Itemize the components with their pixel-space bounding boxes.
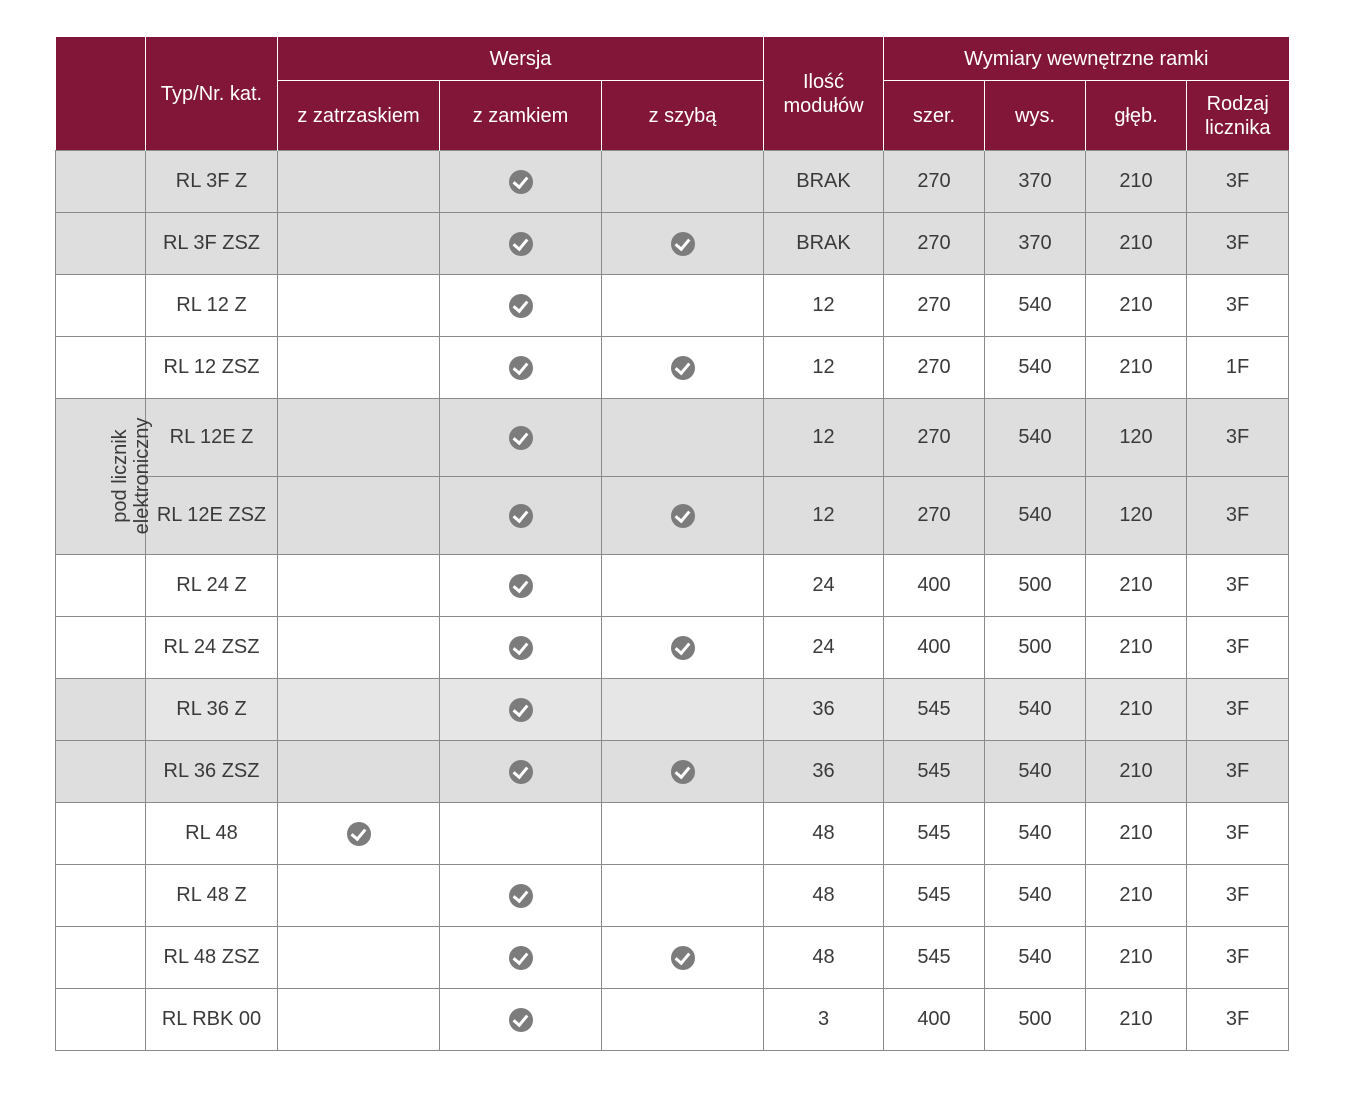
cell-rodzaj-licznika: 3F (1187, 741, 1289, 803)
cell-ilosc-modulow: 36 (764, 741, 884, 803)
group-cell (56, 555, 146, 617)
table-row (56, 555, 1289, 617)
table-row (56, 865, 1289, 927)
cell-z-zatrzaskiem (278, 741, 440, 803)
check-icon (671, 636, 695, 660)
cell-z-zatrzaskiem (278, 213, 440, 275)
table-row (56, 213, 1289, 275)
cell-z-szyba (602, 337, 764, 399)
table-row (56, 927, 1289, 989)
cell-rodzaj-licznika: 3F (1187, 213, 1289, 275)
table-body (56, 151, 1289, 1051)
cell-wys: 540 (985, 803, 1086, 865)
cell-z-szyba (602, 275, 764, 337)
cell-z-zamkiem (440, 803, 602, 865)
check-icon (671, 232, 695, 256)
cell-rodzaj-licznika: 3F (1187, 865, 1289, 927)
cell-rodzaj-licznika: 3F (1187, 399, 1289, 477)
cell-rodzaj-licznika: 1F (1187, 337, 1289, 399)
group-cell (56, 741, 146, 803)
cell-wys: 500 (985, 617, 1086, 679)
cell-typ: RL 12 Z (146, 275, 278, 337)
cell-z-zamkiem (440, 151, 602, 213)
cell-szer: 270 (884, 337, 985, 399)
cell-ilosc-modulow: 24 (764, 617, 884, 679)
cell-wys: 540 (985, 477, 1086, 555)
cell-wys: 540 (985, 741, 1086, 803)
cell-rodzaj-licznika: 3F (1187, 617, 1289, 679)
cell-gleb: 210 (1086, 741, 1187, 803)
cell-rodzaj-licznika: 3F (1187, 477, 1289, 555)
cell-wys: 540 (985, 399, 1086, 477)
cell-szer: 270 (884, 213, 985, 275)
cell-z-szyba (602, 555, 764, 617)
cell-gleb: 120 (1086, 399, 1187, 477)
cell-z-zamkiem (440, 679, 602, 741)
cell-wys: 540 (985, 679, 1086, 741)
check-icon (509, 1008, 533, 1032)
cell-z-zatrzaskiem (278, 275, 440, 337)
cell-rodzaj-licznika: 3F (1187, 927, 1289, 989)
cell-gleb: 210 (1086, 679, 1187, 741)
cell-z-szyba (602, 989, 764, 1051)
cell-z-szyba (602, 399, 764, 477)
cell-gleb: 210 (1086, 617, 1187, 679)
cell-gleb: 120 (1086, 477, 1187, 555)
cell-rodzaj-licznika: 3F (1187, 679, 1289, 741)
cell-gleb: 210 (1086, 989, 1187, 1051)
cell-z-szyba (602, 927, 764, 989)
product-spec-table (55, 37, 1289, 1051)
group-label-cell (56, 399, 153, 555)
cell-z-szyba (602, 803, 764, 865)
cell-szer: 545 (884, 865, 985, 927)
cell-wys: 540 (985, 275, 1086, 337)
cell-gleb: 210 (1086, 803, 1187, 865)
cell-z-zamkiem (440, 741, 602, 803)
cell-szer: 545 (884, 679, 985, 741)
header-szer: szer. (884, 81, 985, 151)
cell-z-zatrzaskiem (278, 927, 440, 989)
cell-ilosc-modulow: 48 (764, 927, 884, 989)
cell-gleb: 210 (1086, 213, 1187, 275)
cell-gleb: 210 (1086, 927, 1187, 989)
cell-typ: RL 12E ZSZ (146, 477, 278, 555)
check-icon (347, 822, 371, 846)
cell-z-zamkiem (440, 617, 602, 679)
check-icon (509, 636, 533, 660)
cell-typ: RL 12 ZSZ (146, 337, 278, 399)
cell-z-zamkiem (440, 213, 602, 275)
check-icon (509, 574, 533, 598)
cell-rodzaj-licznika: 3F (1187, 275, 1289, 337)
cell-typ: RL 3F Z (146, 151, 278, 213)
group-cell (56, 679, 146, 741)
cell-z-zatrzaskiem (278, 555, 440, 617)
check-icon (509, 946, 533, 970)
header-z-zamkiem: z zamkiem (440, 81, 602, 151)
cell-gleb: 210 (1086, 337, 1187, 399)
cell-z-zamkiem (440, 337, 602, 399)
cell-z-zatrzaskiem (278, 803, 440, 865)
header-typ: Typ/Nr. kat. (146, 37, 278, 151)
group-cell (56, 151, 146, 213)
cell-szer: 545 (884, 741, 985, 803)
cell-ilosc-modulow: 12 (764, 337, 884, 399)
cell-z-zamkiem (440, 399, 602, 477)
cell-z-zamkiem (440, 989, 602, 1051)
cell-z-zamkiem (440, 555, 602, 617)
cell-wys: 370 (985, 213, 1086, 275)
group-label: pod licznik elektroniczny (109, 417, 153, 535)
cell-gleb: 210 (1086, 151, 1187, 213)
cell-szer: 270 (884, 399, 985, 477)
cell-szer: 545 (884, 927, 985, 989)
cell-ilosc-modulow: 36 (764, 679, 884, 741)
cell-ilosc-modulow: 3 (764, 989, 884, 1051)
header-z-szyba: z szybą (602, 81, 764, 151)
check-icon (509, 698, 533, 722)
check-icon (509, 170, 533, 194)
cell-z-zatrzaskiem (278, 865, 440, 927)
cell-ilosc-modulow: 12 (764, 477, 884, 555)
cell-wys: 370 (985, 151, 1086, 213)
check-icon (509, 884, 533, 908)
cell-z-zamkiem (440, 927, 602, 989)
table-row (56, 803, 1289, 865)
cell-szer: 400 (884, 555, 985, 617)
table-row (56, 989, 1289, 1051)
cell-typ: RL 36 Z (146, 679, 278, 741)
cell-ilosc-modulow: 12 (764, 275, 884, 337)
cell-wys: 540 (985, 927, 1086, 989)
cell-szer: 270 (884, 477, 985, 555)
header-group-cell (56, 37, 146, 151)
cell-gleb: 210 (1086, 865, 1187, 927)
cell-z-szyba (602, 865, 764, 927)
table-row (56, 337, 1289, 399)
group-cell (56, 989, 146, 1051)
group-cell (56, 865, 146, 927)
cell-ilosc-modulow: 48 (764, 865, 884, 927)
check-icon (509, 356, 533, 380)
cell-typ: RL 36 ZSZ (146, 741, 278, 803)
cell-z-szyba (602, 617, 764, 679)
cell-rodzaj-licznika: 3F (1187, 151, 1289, 213)
table-row (56, 741, 1289, 803)
check-icon (671, 946, 695, 970)
cell-typ: RL RBK 00 (146, 989, 278, 1051)
group-cell (56, 617, 146, 679)
header-ilosc-modulow: Ilość modułów (764, 37, 884, 151)
cell-ilosc-modulow: BRAK (764, 151, 884, 213)
check-icon (509, 426, 533, 450)
cell-typ: RL 3F ZSZ (146, 213, 278, 275)
group-cell (56, 337, 146, 399)
cell-z-zamkiem (440, 865, 602, 927)
cell-z-szyba (602, 213, 764, 275)
header-wys: wys. (985, 81, 1086, 151)
cell-z-szyba (602, 151, 764, 213)
cell-wys: 500 (985, 555, 1086, 617)
group-cell (56, 275, 146, 337)
cell-ilosc-modulow: BRAK (764, 213, 884, 275)
cell-typ: RL 48 Z (146, 865, 278, 927)
group-cell (56, 213, 146, 275)
table-row (56, 679, 1289, 741)
table-row (56, 617, 1289, 679)
cell-typ: RL 12E Z (146, 399, 278, 477)
cell-z-zatrzaskiem (278, 679, 440, 741)
check-icon (509, 232, 533, 256)
cell-szer: 400 (884, 617, 985, 679)
header-rodzaj-licznika: Rodzaj licznika (1187, 81, 1289, 151)
check-icon (509, 294, 533, 318)
cell-rodzaj-licznika: 3F (1187, 555, 1289, 617)
cell-z-zatrzaskiem (278, 151, 440, 213)
cell-szer: 545 (884, 803, 985, 865)
cell-gleb: 210 (1086, 555, 1187, 617)
header-gleb: głęb. (1086, 81, 1187, 151)
cell-typ: RL 48 (146, 803, 278, 865)
check-icon (671, 356, 695, 380)
cell-wys: 540 (985, 337, 1086, 399)
cell-z-szyba (602, 741, 764, 803)
check-icon (509, 760, 533, 784)
cell-wys: 500 (985, 989, 1086, 1051)
cell-typ: RL 24 ZSZ (146, 617, 278, 679)
cell-z-szyba (602, 679, 764, 741)
check-icon (671, 760, 695, 784)
check-icon (509, 504, 533, 528)
cell-typ: RL 24 Z (146, 555, 278, 617)
group-cell (56, 803, 146, 865)
cell-z-zatrzaskiem (278, 989, 440, 1051)
cell-z-zamkiem (440, 275, 602, 337)
cell-typ: RL 48 ZSZ (146, 927, 278, 989)
table-row (56, 275, 1289, 337)
table-row (56, 151, 1289, 213)
cell-szer: 400 (884, 989, 985, 1051)
cell-z-zamkiem (440, 477, 602, 555)
cell-ilosc-modulow: 12 (764, 399, 884, 477)
cell-rodzaj-licznika: 3F (1187, 803, 1289, 865)
cell-z-zatrzaskiem (278, 399, 440, 477)
table-row (56, 477, 1289, 555)
cell-ilosc-modulow: 24 (764, 555, 884, 617)
header-wersja: Wersja (278, 37, 764, 81)
cell-ilosc-modulow: 48 (764, 803, 884, 865)
cell-z-zatrzaskiem (278, 337, 440, 399)
table-row (56, 399, 1289, 477)
group-cell (56, 927, 146, 989)
cell-wys: 540 (985, 865, 1086, 927)
cell-szer: 270 (884, 151, 985, 213)
cell-z-zatrzaskiem (278, 617, 440, 679)
cell-szer: 270 (884, 275, 985, 337)
header-z-zatrzaskiem: z zatrzaskiem (278, 81, 440, 151)
cell-gleb: 210 (1086, 275, 1187, 337)
check-icon (671, 504, 695, 528)
cell-z-szyba (602, 477, 764, 555)
cell-z-zatrzaskiem (278, 477, 440, 555)
header-wymiary: Wymiary wewnętrzne ramki (884, 37, 1289, 81)
cell-rodzaj-licznika: 3F (1187, 989, 1289, 1051)
